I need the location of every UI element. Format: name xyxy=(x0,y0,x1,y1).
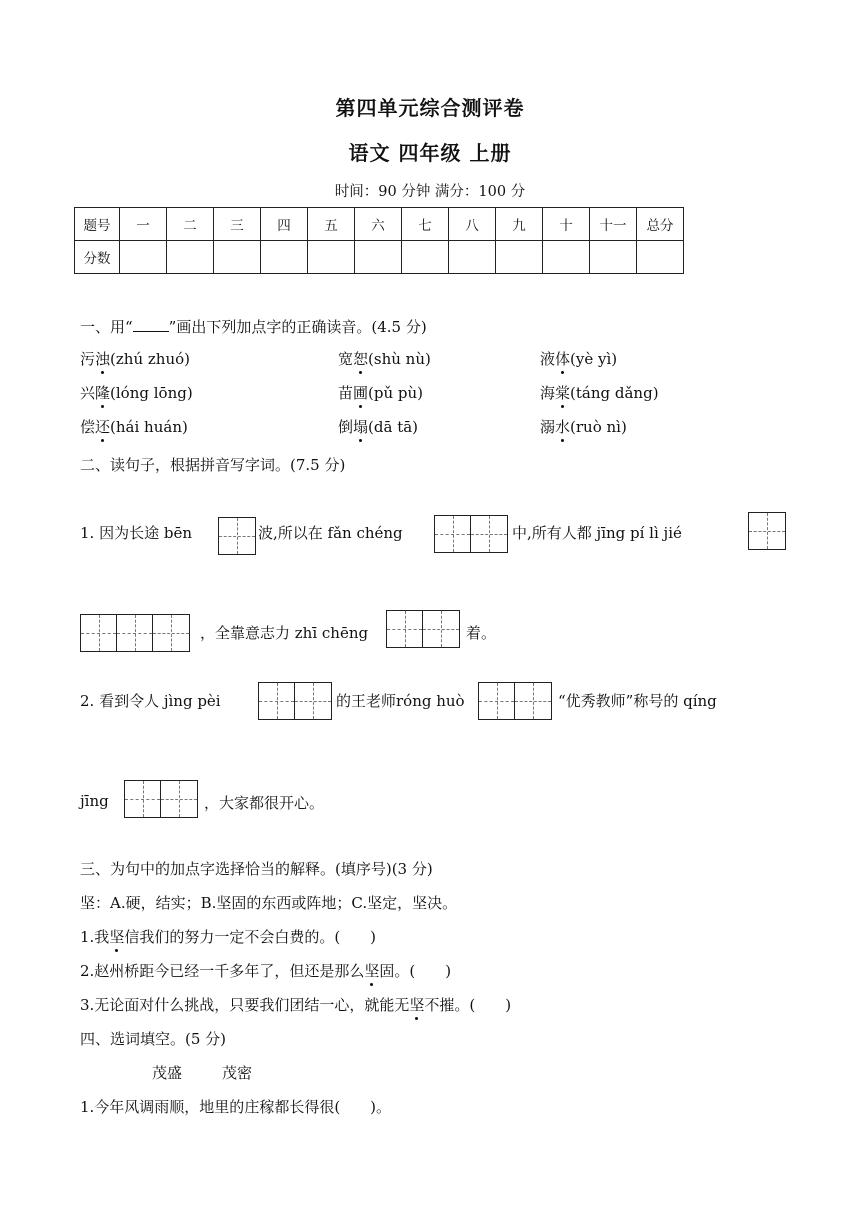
score-input-cell[interactable] xyxy=(308,241,355,274)
score-table-header-row xyxy=(75,208,684,241)
score-input-cell[interactable] xyxy=(120,241,167,274)
writing-grid[interactable] xyxy=(258,682,332,720)
q3-heading: 三、为句中的加点字选择恰当的解释。(填序号)(3 分) xyxy=(80,860,433,878)
writing-grid[interactable] xyxy=(434,515,508,553)
score-cell: 八 xyxy=(449,208,496,241)
q2-s1-text: ，全靠意志力 zhī chēng xyxy=(200,624,369,642)
q3-sentence: 3.无论面对什么挑战，只要我们团结一心，就能无坚不摧。( ) xyxy=(80,996,512,1014)
q2-s1-text: 波,所以在 fǎn chéng xyxy=(258,524,403,542)
score-input-cell[interactable] xyxy=(496,241,543,274)
score-input-cell[interactable] xyxy=(590,241,637,274)
exam-subtitle: 语文 四年级 上册 xyxy=(348,141,512,165)
score-cell: 四 xyxy=(261,208,308,241)
score-cell: 七 xyxy=(402,208,449,241)
score-input-cell[interactable] xyxy=(637,241,684,274)
score-cell: 十 xyxy=(543,208,590,241)
score-table xyxy=(74,207,684,274)
score-cell: 二 xyxy=(167,208,214,241)
score-cell: 三 xyxy=(214,208,261,241)
q3-sentence: 1.我坚信我们的努力一定不会白费的。( ) xyxy=(80,928,377,946)
q1-item: 污浊(zhú zhuó) xyxy=(80,350,190,368)
writing-grid[interactable] xyxy=(218,517,256,555)
q1-item: 兴隆(lóng lōng) xyxy=(80,384,193,402)
score-cell: 十一 xyxy=(590,208,637,241)
q4-word-option: 茂盛 xyxy=(152,1064,183,1082)
q1-heading-part: ”画出下列加点字的正确读音。(4.5 分) xyxy=(168,318,427,336)
exam-meta: 时间：90 分钟 满分：100 分 xyxy=(334,184,526,200)
q1-heading xyxy=(80,316,427,337)
score-input-cell[interactable] xyxy=(261,241,308,274)
q3-sentence: 2.赵州桥距今已经一千多年了，但还是那么坚固。( ) xyxy=(80,962,452,980)
q1-item: 溺水(ruò nì) xyxy=(540,418,627,436)
q2-s2-text: ，大家都很开心。 xyxy=(204,794,325,812)
q1-item: 苗圃(pǔ pù) xyxy=(338,384,424,402)
q2-s2-text: jīng xyxy=(80,792,109,810)
q2-s2-text: “优秀教师”称号的 qíng xyxy=(558,692,717,710)
writing-grid[interactable] xyxy=(748,512,786,550)
q1-item: 倒塌(dā tā) xyxy=(338,418,419,436)
score-input-cell[interactable] xyxy=(402,241,449,274)
score-cell: 六 xyxy=(355,208,402,241)
writing-grid[interactable] xyxy=(124,780,198,818)
q1-item: 偿还(hái huán) xyxy=(80,418,188,436)
q4-heading: 四、选词填空。(5 分) xyxy=(80,1030,227,1048)
writing-grid[interactable] xyxy=(80,614,190,652)
score-cell: 一 xyxy=(120,208,167,241)
writing-grid[interactable] xyxy=(386,610,460,648)
q1-item: 宽恕(shù nù) xyxy=(338,350,431,368)
score-cell: 题号 xyxy=(75,208,120,241)
q2-s2-text: 2. 看到令人 jìng pèi xyxy=(80,692,221,710)
score-cell: 九 xyxy=(496,208,543,241)
underline-sample xyxy=(133,320,169,332)
q2-s1-text: 着。 xyxy=(466,624,497,642)
q4-word-option: 茂密 xyxy=(222,1064,253,1082)
score-input-cell[interactable] xyxy=(167,241,214,274)
score-row-label: 分数 xyxy=(75,241,120,274)
q2-heading: 二、读句子，根据拼音写字词。(7.5 分) xyxy=(80,456,346,474)
q3-definition: 坚：A.硬，结实；B.坚固的东西或阵地；C.坚定，坚决。 xyxy=(80,894,458,912)
score-input-cell[interactable] xyxy=(543,241,590,274)
score-table-score-row xyxy=(75,241,684,274)
q2-s1-text: 1. 因为长途 bēn xyxy=(80,524,192,542)
q1-heading-part: 一、用“ xyxy=(80,318,133,336)
q1-item: 海棠(táng dǎng) xyxy=(540,384,659,402)
q2-s1-text: 中,所有人都 jīng pí lì jié xyxy=(512,524,682,542)
exam-title: 第四单元综合测评卷 xyxy=(335,96,525,120)
q2-s2-text: 的王老师róng huò xyxy=(336,692,465,710)
score-input-cell[interactable] xyxy=(449,241,496,274)
q1-item: 液体(yè yì) xyxy=(540,350,618,368)
q4-sentence: 1.今年风调雨顺，地里的庄稼都长得很( )。 xyxy=(80,1098,392,1116)
score-cell: 总分 xyxy=(637,208,684,241)
score-input-cell[interactable] xyxy=(214,241,261,274)
writing-grid[interactable] xyxy=(478,682,552,720)
score-input-cell[interactable] xyxy=(355,241,402,274)
score-cell: 五 xyxy=(308,208,355,241)
